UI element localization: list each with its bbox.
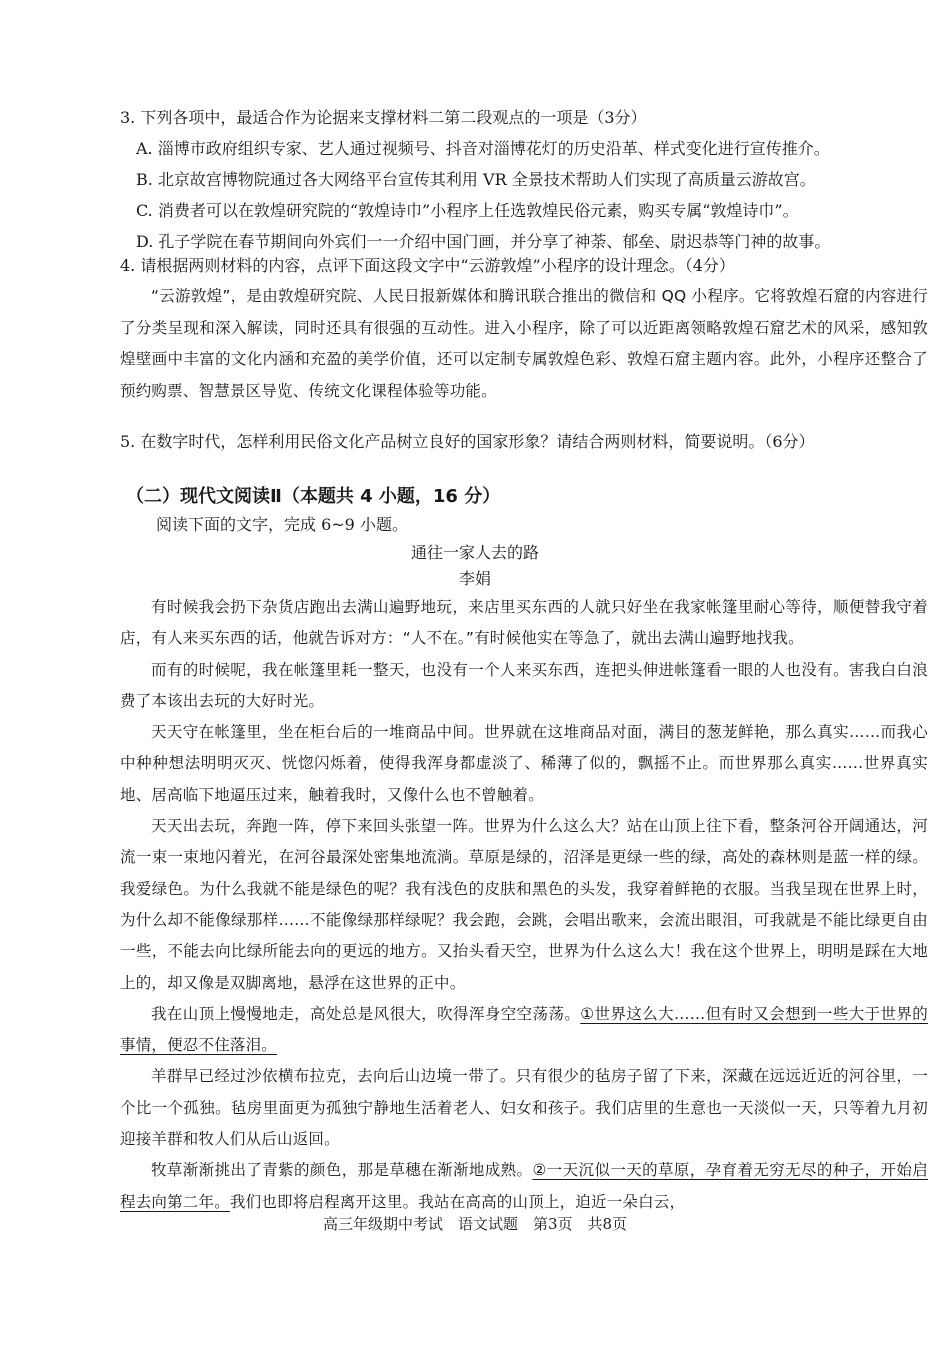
section-heading: （二）现代文阅读Ⅱ（本题共 4 小题，16 分） [126,486,501,507]
paragraph-1: 有时候我会扔下杂货店跑出去满山遍野地玩，来店里买东西的人就只好坐在我家帐篷里耐心等待，顺便替我守着店，有人来买东西的话，他就告诉对方：“人不在。”有时候他实在等急了，就出去满山遍野地找我。 [120,598,928,648]
paragraph-7-text-a: 牧草渐渐挑出了青紫的颜色，那是草穗在渐渐地成熟。 [151,1161,533,1180]
paragraph-7 [120,1155,928,1218]
paragraph-5 [120,999,928,1062]
question-5-stem: 5. 在数字时代，怎样利用民俗文化产品树立良好的国家形象？请结合两则材料，简要说明。（6分） [120,432,815,451]
underlined-sentence-2: ②一天沉似一天的草原，孕育着无穷无尽的种子，开始启程去向第二年。 [120,1161,928,1211]
option-d: D. 孔子学院在春节期间向外宾们一一介绍中国门画，并分享了神荼、郁垒、尉迟恭等门神的故事。 [136,232,831,251]
option-b: B. 北京故宫博物院通过各大网络平台宣传其利用 VR 全景技术帮助人们实现了高质量云游故宫。 [136,170,816,189]
article-author: 李娟 [458,569,491,588]
question-4 [120,250,928,407]
question-3 [120,102,928,257]
question-3-stem: 3. 下列各项中，最适合作为论据来支撑材料二第二段观点的一项是（3分） [120,108,647,127]
paragraph-7-text-b: 我们也即将启程离开这里。我站在高高的山顶上，迫近一朵白云， [229,1192,686,1211]
question-5 [120,426,928,457]
paragraph-5-text: 我在山顶上慢慢地走，高处总是风很大，吹得浑身空空荡荡。 [151,1004,581,1023]
paragraph-2: 而有的时候呢，我在帐篷里耗一整天，也没有一个人来买东西，连把头伸进帐篷看一眼的人也没有。害我白白浪费了本该出去玩的大好时光。 [120,660,928,710]
paragraph-4: 天天出去玩，奔跑一阵，停下来回头张望一阵。世界为什么这么大？站在山顶上往下看，整条河谷开阔通达，河流一束一束地闪着光，在河谷最深处密集地流淌。草原是绿的，沼泽是更绿一些的绿，高处的森林则是蓝一样的绿。我爱绿色。为什么我就不能是绿色的呢？我有浅色的皮肤和黑色的头发，我穿着鲜艳的衣服。当我呈现在世界上时，为什么却不能像绿那样……不能像绿那样绿呢？我会跑，会跳，会唱出歌来，会流出眼泪，可我就是不能比绿更自由一些，不能去向比绿所能去向的更远的地方。又抬头看天空，世界为什么这么大！我在这个世界上，明明是踩在大地上的，却又像是双脚离地，悬浮在这世界的正中。 [120,817,928,992]
page-footer: 高三年级期中考试 语文试题 第3页 共8页 [322,1215,628,1233]
article-body [120,592,928,1218]
question-4-stem: 4. 请根据两则材料的内容，点评下面这段文字中“云游敦煌”小程序的设计理念。（4分） [120,256,735,275]
section-instruction: 阅读下面的文字，完成 6~9 小题。 [156,515,408,534]
option-a: A. 淄博市政府组织专家、艺人通过视频号、抖音对淄博花灯的历史沿革、样式变化进行宣传推介。 [136,139,830,158]
article-title: 通往一家人去的路 [410,543,539,562]
question-4-passage: “云游敦煌”，是由敦煌研究院、人民日报新媒体和腾讯联合推出的微信和 QQ 小程序。它将敦煌石窟的内容进行了分类呈现和深入解读，同时还具有很强的互动性。进入小程序，除了可以近距离领略敦煌石窟艺术的风采，感知敦煌壁画中丰富的文化内涵和充盈的美学价值，还可以定制专属敦煌色彩、敦煌石窟主题内容。此外，小程序还整合了预约购票、智慧景区导览、传统文化课程体验等功能。 [120,287,928,400]
underlined-sentence-1: ①世界这么大……但有时又会想到一些大于世界的事情，便忍不住落泪。 [120,1004,929,1055]
paragraph-3: 天天守在帐篷里，坐在柜台后的一堆商品中间。世界就在这堆商品对面，满目的葱茏鲜艳，那么真实……而我心中种种想法明明灭灭、恍惚闪烁着，使得我浑身都虚淡了、稀薄了似的，飘摇不止。而世界那么真实……世界真实地、居高临下地逼压过来，触着我时，又像什么也不曾触着。 [120,723,928,804]
option-c: C. 消费者可以在敦煌研究院的“敦煌诗巾”小程序上任选敦煌民俗元素，购买专属“敦煌诗巾”。 [136,201,799,220]
paragraph-6: 羊群早已经过沙依横布拉克，去向后山边境一带了。只有很少的毡房子留了下来，深藏在远远近近的河谷里，一个比一个孤独。毡房里面更为孤独宁静地生活着老人、妇女和孩子。我们店里的生意也一天淡似一天，只等着九月初迎接羊群和牧人们从后山返回。 [120,1067,928,1149]
